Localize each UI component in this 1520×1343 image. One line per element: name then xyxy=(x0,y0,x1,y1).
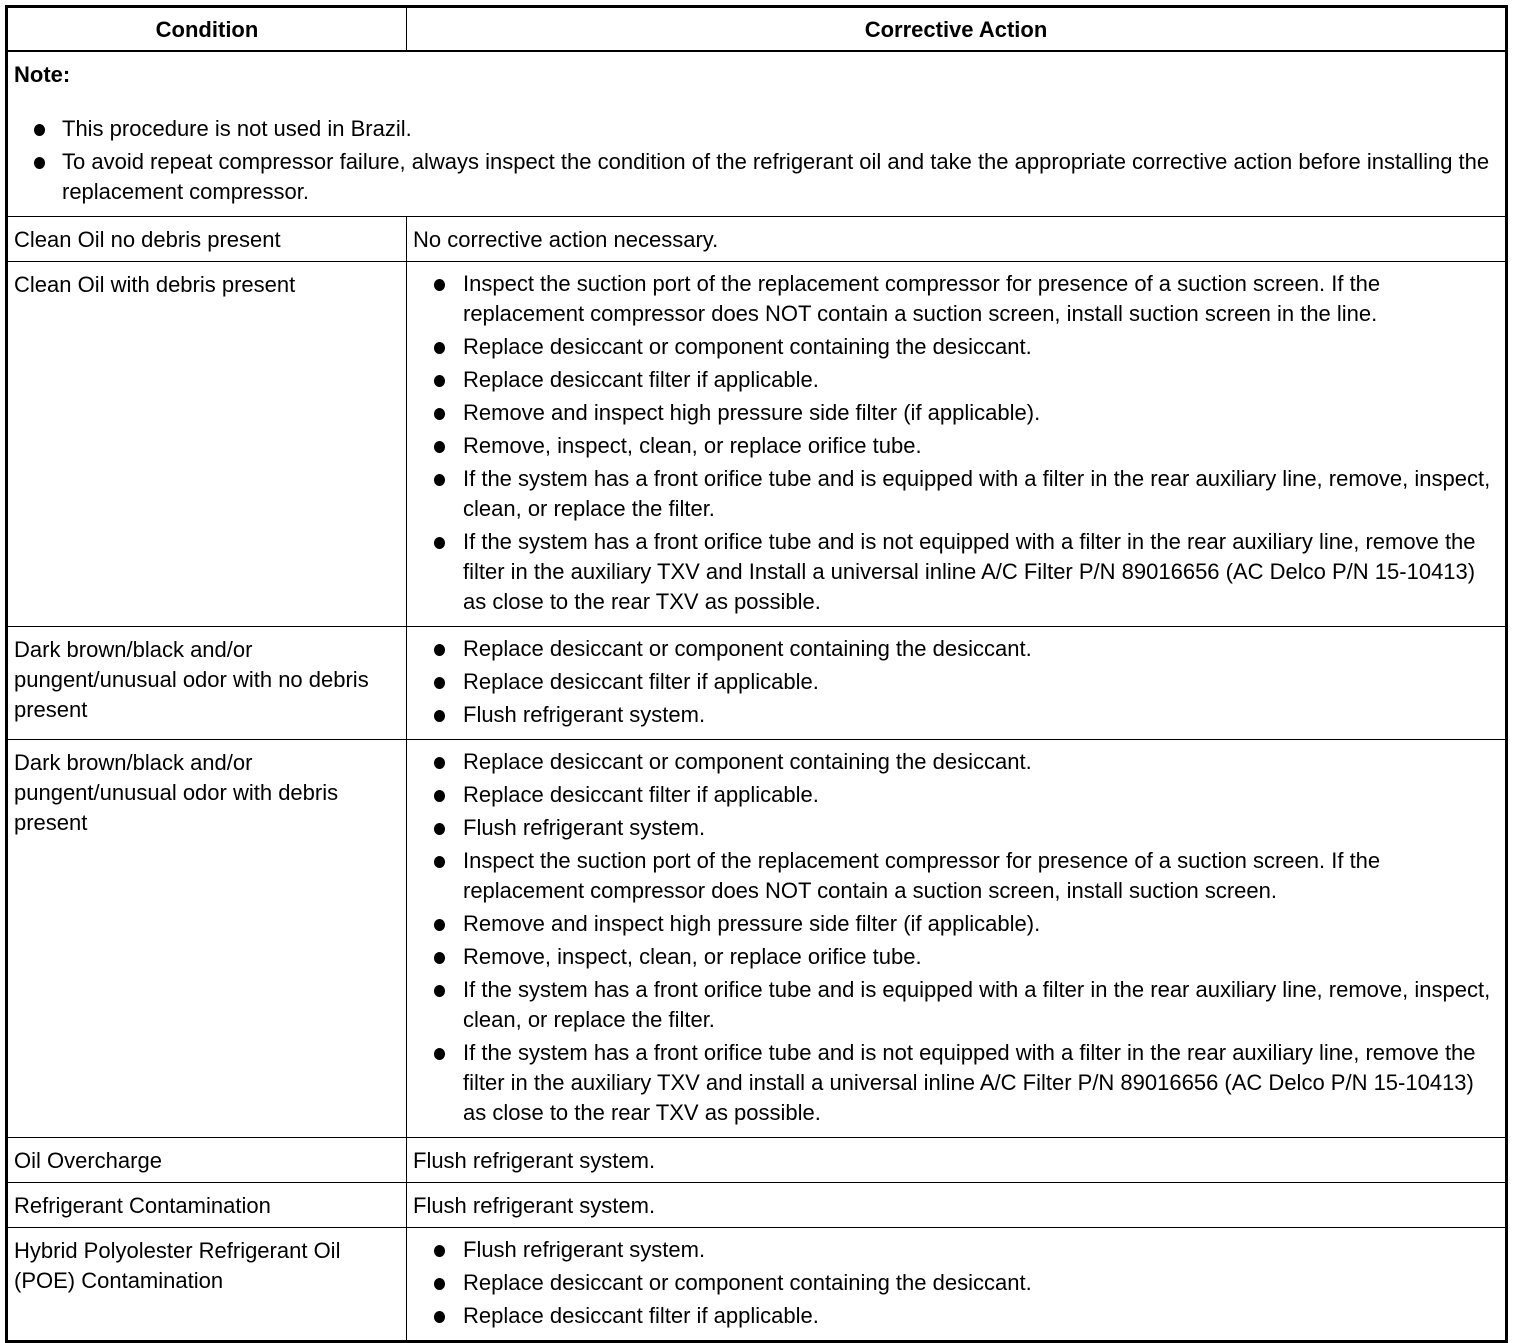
action-item: Flush refrigerant system. xyxy=(413,1235,1499,1265)
header-corrective-action: Corrective Action xyxy=(407,7,1507,52)
action-item: Replace desiccant or component containing the desiccant. xyxy=(413,332,1499,362)
action-item: Remove and inspect high pressure side filter (if applicable). xyxy=(413,398,1499,428)
action-item: If the system has a front orifice tube and is not equipped with a filter in the rear auxiliary line, remove the filter in the auxiliary TXV and Install a universal inline A/C Filter P/N 89016656 (AC Delco P/N 15-10413) as close to the rear TXV as possible. xyxy=(413,527,1499,617)
table-row xyxy=(7,217,1507,262)
note-cell xyxy=(7,51,1507,217)
note-item: This procedure is not used in Brazil. xyxy=(14,114,1499,144)
table-row xyxy=(7,627,1507,740)
note-row xyxy=(7,51,1507,217)
note-title: Note: xyxy=(14,62,71,87)
action-cell xyxy=(407,627,1507,740)
condition-cell: Dark brown/black and/or pungent/unusual odor with no debris present xyxy=(7,627,407,740)
action-item: Inspect the suction port of the replacement compressor for presence of a suction screen. If the replacement compressor does NOT contain a suction screen, install suction screen in the line. xyxy=(413,269,1499,329)
condition-cell: Refrigerant Contamination xyxy=(7,1183,407,1228)
action-list xyxy=(413,634,1499,730)
action-cell xyxy=(407,1228,1507,1342)
action-list xyxy=(413,747,1499,1128)
action-item: Replace desiccant filter if applicable. xyxy=(413,365,1499,395)
action-item: Inspect the suction port of the replacement compressor for presence of a suction screen. If the replacement compressor does NOT contain a suction screen, install suction screen. xyxy=(413,846,1499,906)
action-item: Remove, inspect, clean, or replace orifice tube. xyxy=(413,431,1499,461)
action-cell: No corrective action necessary. xyxy=(407,217,1507,262)
action-list xyxy=(413,269,1499,617)
header-row xyxy=(7,7,1507,52)
condition-cell: Oil Overcharge xyxy=(7,1138,407,1183)
action-cell: Flush refrigerant system. xyxy=(407,1183,1507,1228)
action-item: Remove, inspect, clean, or replace orifice tube. xyxy=(413,942,1499,972)
action-item: Replace desiccant or component containing the desiccant. xyxy=(413,747,1499,777)
table-row xyxy=(7,740,1507,1138)
table-row xyxy=(7,1138,1507,1183)
table-row xyxy=(7,1183,1507,1228)
condition-cell: Dark brown/black and/or pungent/unusual odor with debris present xyxy=(7,740,407,1138)
action-item: Replace desiccant filter if applicable. xyxy=(413,667,1499,697)
action-item: If the system has a front orifice tube and is equipped with a filter in the rear auxiliary line, remove, inspect, clean, or replace the filter. xyxy=(413,975,1499,1035)
action-item: Replace desiccant or component containing the desiccant. xyxy=(413,634,1499,664)
action-item: Flush refrigerant system. xyxy=(413,813,1499,843)
header-condition: Condition xyxy=(7,7,407,52)
table-row xyxy=(7,262,1507,627)
condition-cell: Clean Oil no debris present xyxy=(7,217,407,262)
action-item: If the system has a front orifice tube and is equipped with a filter in the rear auxiliary line, remove, inspect, clean, or replace the filter. xyxy=(413,464,1499,524)
action-cell xyxy=(407,740,1507,1138)
corrective-action-table xyxy=(5,5,1508,1343)
condition-cell: Hybrid Polyolester Refrigerant Oil (POE) Contamination xyxy=(7,1228,407,1342)
action-item: Replace desiccant filter if applicable. xyxy=(413,780,1499,810)
action-cell: Flush refrigerant system. xyxy=(407,1138,1507,1183)
action-item: Replace desiccant filter if applicable. xyxy=(413,1301,1499,1331)
action-item: Replace desiccant or component containing the desiccant. xyxy=(413,1268,1499,1298)
note-item: To avoid repeat compressor failure, always inspect the condition of the refrigerant oil and take the appropriate corrective action before installing the replacement compressor. xyxy=(14,147,1499,207)
action-item: Remove and inspect high pressure side filter (if applicable). xyxy=(413,909,1499,939)
action-list xyxy=(413,1235,1499,1331)
table-row xyxy=(7,1228,1507,1342)
note-list xyxy=(14,114,1499,207)
action-item: Flush refrigerant system. xyxy=(413,700,1499,730)
action-cell xyxy=(407,262,1507,627)
action-item: If the system has a front orifice tube and is not equipped with a filter in the rear auxiliary line, remove the filter in the auxiliary TXV and install a universal inline A/C Filter P/N 89016656 (AC Delco P/N 15-10413) as close to the rear TXV as possible. xyxy=(413,1038,1499,1128)
condition-cell: Clean Oil with debris present xyxy=(7,262,407,627)
